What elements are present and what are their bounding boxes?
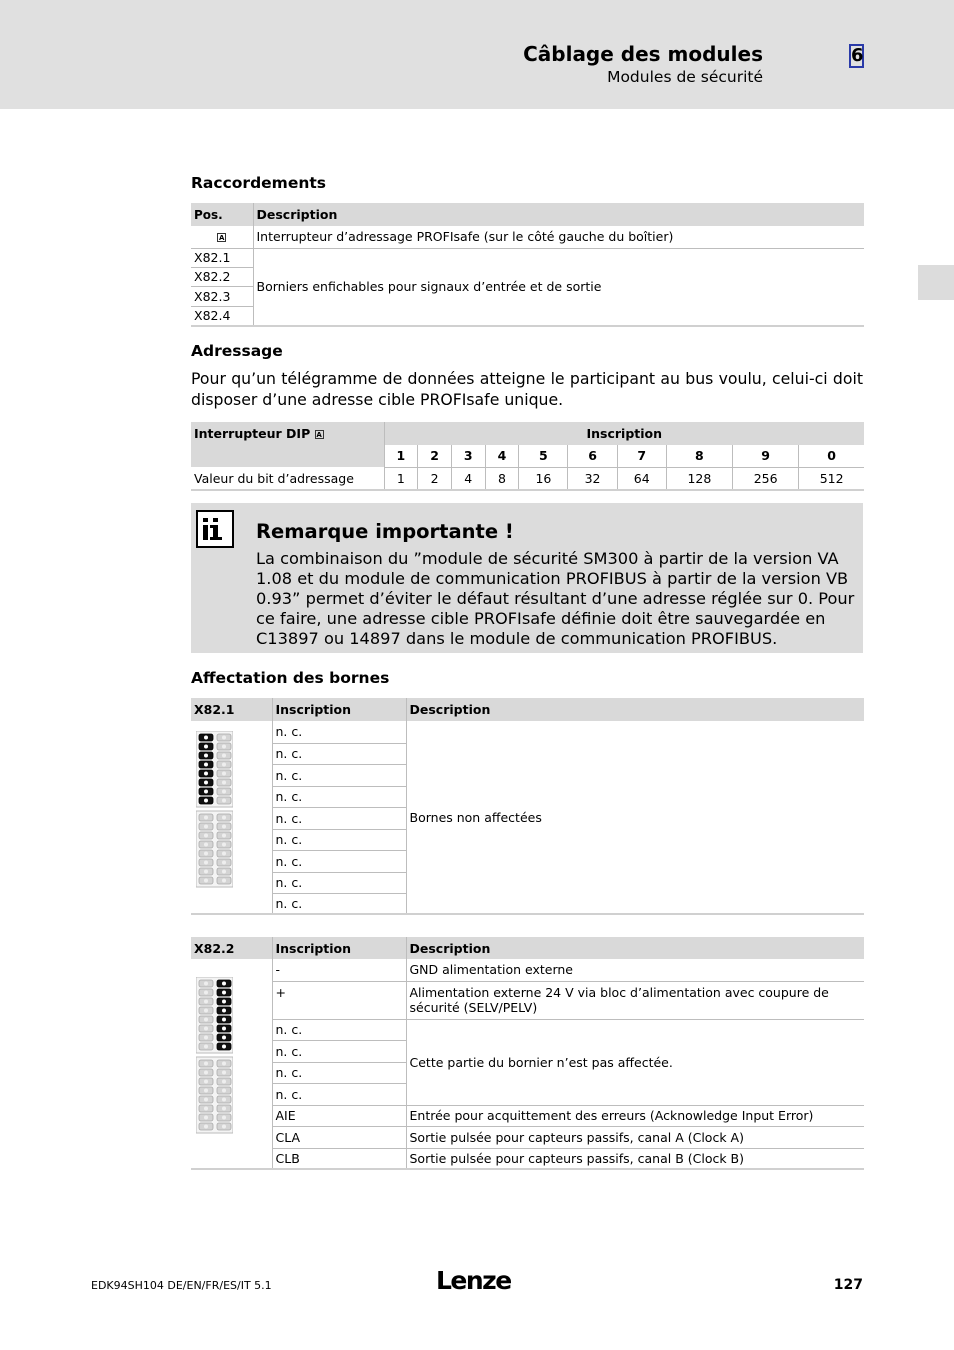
dip-switch-number: 4 (485, 445, 519, 467)
note-text: La combinaison du ”module de sécurité SM300 à partir de la version VA 1.08 et du module de communication PROFIBUS à partir de la version VB 0.93” permet d’éviter le défaut résultant d’une adresse réglée sur 0. Pour ce faire, une adresse cible PROFIsafe définie doit être sauvegardée en C13897 ou 14897 dans le module de communication PROFIBUS. (256, 549, 855, 648)
x821-connector-image (191, 721, 272, 914)
x822-desc-aie: Entrée pour acquittement des erreurs (Acknowledge Input Error) (406, 1105, 864, 1126)
pos-x823: X82.3 (191, 286, 253, 306)
x821-row: n. c. (272, 807, 406, 829)
x822-row-nc: n. c. (272, 1019, 406, 1040)
x821-row: n. c. (272, 743, 406, 764)
x822-ins-clb: CLB (272, 1148, 406, 1169)
x822-ins-aie: AIE (272, 1105, 406, 1126)
pos-x821: X82.1 (191, 248, 253, 267)
x821-row: n. c. (272, 872, 406, 893)
col-description: Description (253, 203, 864, 226)
dip-bit-value: 512 (799, 467, 864, 490)
dip-switch-number: 2 (418, 445, 452, 467)
x822-col-description: Description (406, 937, 864, 959)
x821-row: n. c. (272, 829, 406, 850)
dip-switch-number: 6 (568, 445, 617, 467)
x822-table (191, 937, 864, 1170)
page-title: Câblage des modules (523, 42, 763, 66)
x821-row: n. c. (272, 850, 406, 872)
dip-bit-value: 4 (451, 467, 485, 490)
dip-switch-number: 5 (519, 445, 568, 467)
dip-bit-value: 256 (733, 467, 799, 490)
bit-value-label: Valeur du bit d’adressage (191, 467, 384, 490)
x821-row: n. c. (272, 786, 406, 807)
x822-connector-image (191, 959, 272, 1169)
note-title: Remarque importante ! (256, 520, 514, 543)
addressing-heading: Adressage (191, 342, 283, 360)
x822-row-nc: n. c. (272, 1062, 406, 1083)
x821-row: n. c. (272, 764, 406, 786)
x822-ins-gnd: - (272, 959, 406, 981)
x822-desc-plus: Alimentation externe 24 V via bloc d’alimentation avec coupure de sécurité (SELV/PELV) (406, 981, 864, 1019)
x822-nc-desc: Cette partie du bornier n’est pas affectée. (406, 1019, 864, 1105)
x821-table (191, 698, 864, 915)
dip-switch-number: 8 (666, 445, 732, 467)
chapter-number: 6 (851, 45, 864, 66)
x822-ins-cla: CLA (272, 1126, 406, 1148)
x822-connector-icon (196, 977, 233, 1137)
page-header (0, 0, 954, 109)
dip-bit-value: 128 (666, 467, 732, 490)
x822-row-nc: n. c. (272, 1083, 406, 1105)
marker-cell (191, 226, 253, 248)
x822-col-inscription: Inscription (272, 937, 406, 959)
side-tab (918, 265, 954, 300)
x821-col-description: Description (406, 698, 864, 721)
x822-desc-clb: Sortie pulsée pour capteurs passifs, canal B (Clock B) (406, 1148, 864, 1169)
col-pos: Pos. (191, 203, 253, 226)
x822-row-nc: n. c. (272, 1040, 406, 1062)
x822-ins-plus: + (272, 981, 406, 1019)
x821-row: n. c. (272, 721, 406, 743)
addressing-text: Pour qu’un télégramme de données atteigne le participant au bus voulu, celui-ci doit disposer d’une adresse cible PROFIsafe unique. (191, 369, 863, 409)
dip-bit-value: 8 (485, 467, 519, 490)
positions-desc: Borniers enfichables pour signaux d’entrée et de sortie (253, 248, 864, 326)
dip-switch-number: 9 (733, 445, 799, 467)
x821-col-terminal: X82.1 (191, 698, 272, 721)
connections-heading: Raccordements (191, 174, 327, 192)
dip-switch-number: 7 (617, 445, 666, 467)
dip-bit-value: 32 (568, 467, 617, 490)
dip-switch-number: 3 (451, 445, 485, 467)
connections-table (191, 203, 864, 327)
x821-desc: Bornes non affectées (406, 721, 864, 914)
x821-connector-icon (196, 731, 233, 891)
x821-row: n. c. (272, 893, 406, 914)
marker-a-icon: A (316, 431, 322, 439)
dip-bit-value: 16 (519, 467, 568, 490)
dip-bit-value: 1 (384, 467, 418, 490)
dip-bit-value: 2 (418, 467, 452, 490)
page-number: 127 (833, 1277, 863, 1293)
dip-table (191, 422, 864, 491)
document-code: EDK94SH104 DE/EN/FR/ES/IT 5.1 (91, 1279, 272, 1292)
marker-a-icon: A (219, 234, 225, 243)
pos-x822: X82.2 (191, 267, 253, 286)
dip-switch-number: 1 (384, 445, 418, 467)
pos-x824: X82.4 (191, 306, 253, 326)
x822-desc-gnd: GND alimentation externe (406, 959, 864, 981)
page-subtitle: Modules de sécurité (607, 68, 763, 86)
x822-col-terminal: X82.2 (191, 937, 272, 959)
dip-switch-number: 0 (799, 445, 864, 467)
dip-bit-value: 64 (617, 467, 666, 490)
marker-desc: Interrupteur d’adressage PROFIsafe (sur le côté gauche du boîtier) (253, 226, 864, 248)
terminals-heading: Affectation des bornes (191, 669, 390, 687)
x821-col-inscription: Inscription (272, 698, 406, 721)
col-inscription: Inscription (384, 422, 864, 445)
info-icon (196, 510, 234, 548)
note-box (191, 503, 863, 653)
col-dip-switch: Interrupteur DIP A (191, 422, 384, 467)
lenze-logo: Lenze (436, 1266, 511, 1295)
x822-desc-cla: Sortie pulsée pour capteurs passifs, canal A (Clock A) (406, 1126, 864, 1148)
